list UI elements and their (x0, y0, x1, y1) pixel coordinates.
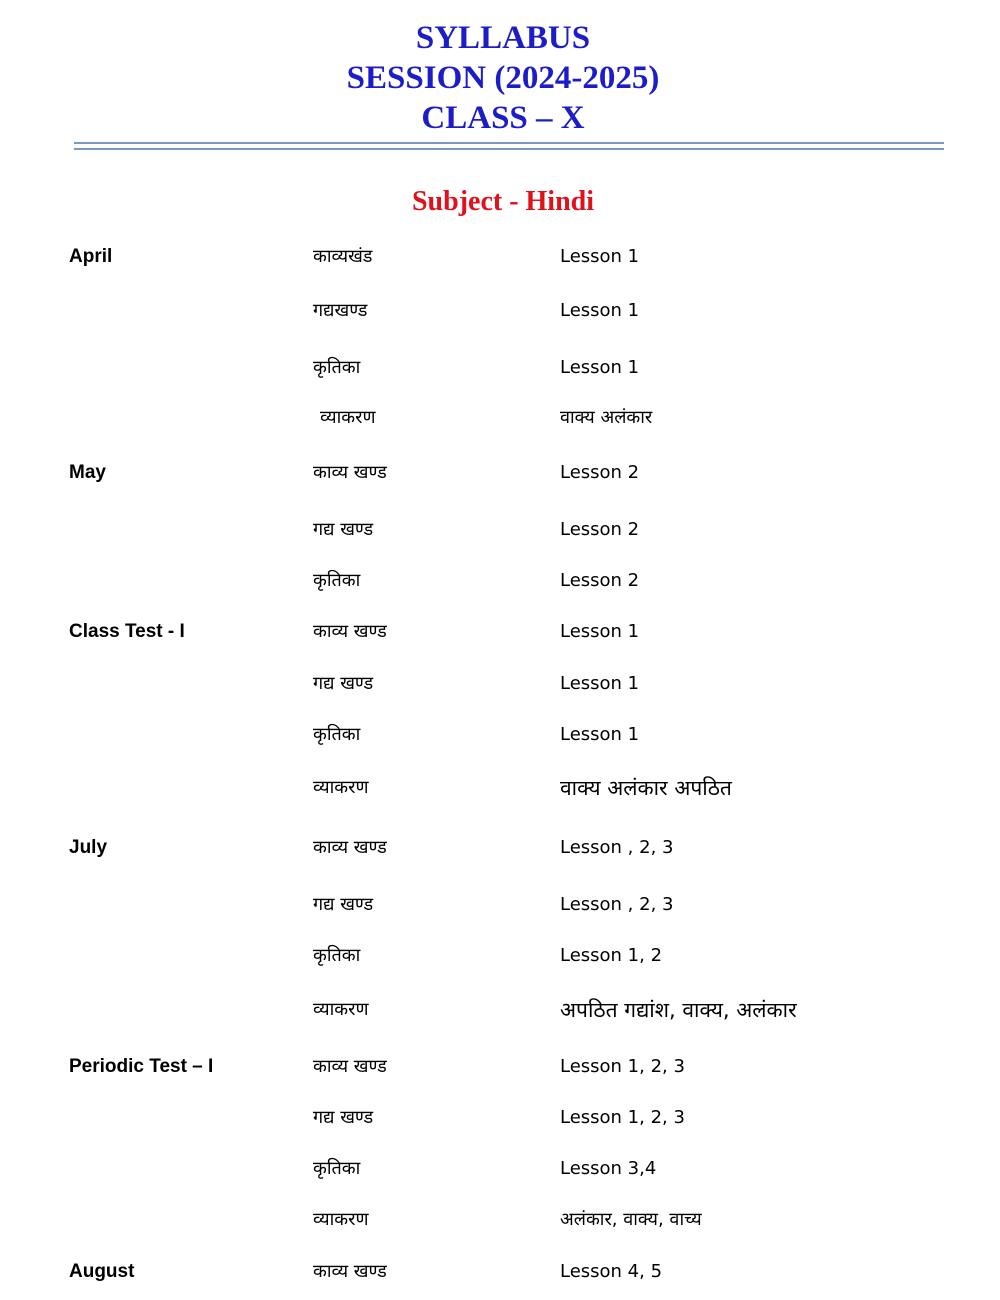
month-label: Class Test - I (69, 621, 185, 642)
content-label: अपठित गद्यांश, वाक्य, अलंकार (560, 998, 797, 1022)
table-row (0, 940, 1000, 972)
table-row (0, 1204, 1000, 1236)
content-label: Lesson 1 (560, 724, 640, 745)
month-label: May (69, 462, 106, 483)
section-label: व्याकरण (313, 1209, 369, 1230)
table-row (0, 832, 1000, 864)
table-row (0, 1256, 1000, 1288)
table-row (0, 402, 1000, 434)
content-label: Lesson 1, 2 (560, 945, 663, 966)
content-label: Lesson 1 (560, 621, 640, 642)
content-label: Lesson , 2, 3 (560, 894, 674, 915)
class-title: CLASS – X (421, 100, 585, 136)
section-label: गद्य खण्ड (313, 673, 374, 694)
table-row (0, 457, 1000, 489)
section-label: कृतिका (313, 945, 361, 966)
content-label: Lesson 3,4 (560, 1158, 657, 1179)
header-divider-bottom (74, 148, 944, 150)
section-label: व्याकरण (320, 407, 376, 428)
document-header (0, 18, 1000, 138)
section-label: कृतिका (313, 724, 361, 745)
content-label: Lesson 4, 5 (560, 1261, 663, 1282)
section-label: व्याकरण (313, 777, 369, 798)
section-label: कृतिका (313, 357, 361, 378)
content-label: Lesson 1 (560, 357, 640, 378)
section-label: गद्य खण्ड (313, 519, 374, 540)
section-label: कृतिका (313, 1158, 361, 1179)
content-label: Lesson 1 (560, 300, 640, 321)
section-label: गद्य खण्ड (313, 894, 374, 915)
content-label: Lesson 1 (560, 673, 640, 694)
table-row (0, 1102, 1000, 1134)
section-label: काव्य खण्ड (313, 837, 387, 858)
section-label: कृतिका (313, 570, 361, 591)
section-label: व्याकरण (313, 999, 369, 1020)
table-row (0, 889, 1000, 921)
content-label: Lesson 1, 2, 3 (560, 1107, 685, 1128)
month-label: August (69, 1261, 135, 1282)
table-row (0, 1051, 1000, 1083)
table-row (0, 352, 1000, 384)
session-title: SESSION (2024-2025) (346, 60, 660, 96)
content-label: Lesson 2 (560, 570, 640, 591)
section-label: काव्य खण्ड (313, 462, 387, 483)
table-row (0, 565, 1000, 597)
content-label: Lesson 2 (560, 462, 640, 483)
header-divider-top (74, 142, 944, 144)
table-row (0, 772, 1000, 804)
section-label: काव्य खण्ड (313, 1261, 387, 1282)
table-row (0, 719, 1000, 751)
content-label: अलंकार, वाक्य, वाच्य (560, 1209, 702, 1230)
section-label: काव्य खण्ड (313, 1056, 387, 1077)
table-row (0, 616, 1000, 648)
month-label: April (69, 246, 113, 267)
content-label: वाक्य अलंकार अपठित (560, 776, 732, 800)
content-label: Lesson 1, 2, 3 (560, 1056, 685, 1077)
section-label: गद्य खण्ड (313, 1107, 374, 1128)
section-label: काव्य खण्ड (313, 621, 387, 642)
syllabus-title: SYLLABUS (415, 20, 591, 56)
month-label: July (69, 837, 108, 858)
table-row (0, 295, 1000, 327)
table-row (0, 1153, 1000, 1185)
section-label: गद्यखण्ड (313, 300, 368, 321)
content-label: वाक्य अलंकार (560, 407, 653, 428)
table-row (0, 241, 1000, 273)
table-row (0, 994, 1000, 1026)
table-row (0, 514, 1000, 546)
content-label: Lesson , 2, 3 (560, 837, 674, 858)
content-label: Lesson 2 (560, 519, 640, 540)
content-label: Lesson 1 (560, 246, 640, 267)
subject-heading: Subject - Hindi (411, 186, 595, 217)
section-label: काव्यखंड (313, 246, 373, 267)
table-row (0, 668, 1000, 700)
month-label: Periodic Test – I (69, 1056, 214, 1077)
